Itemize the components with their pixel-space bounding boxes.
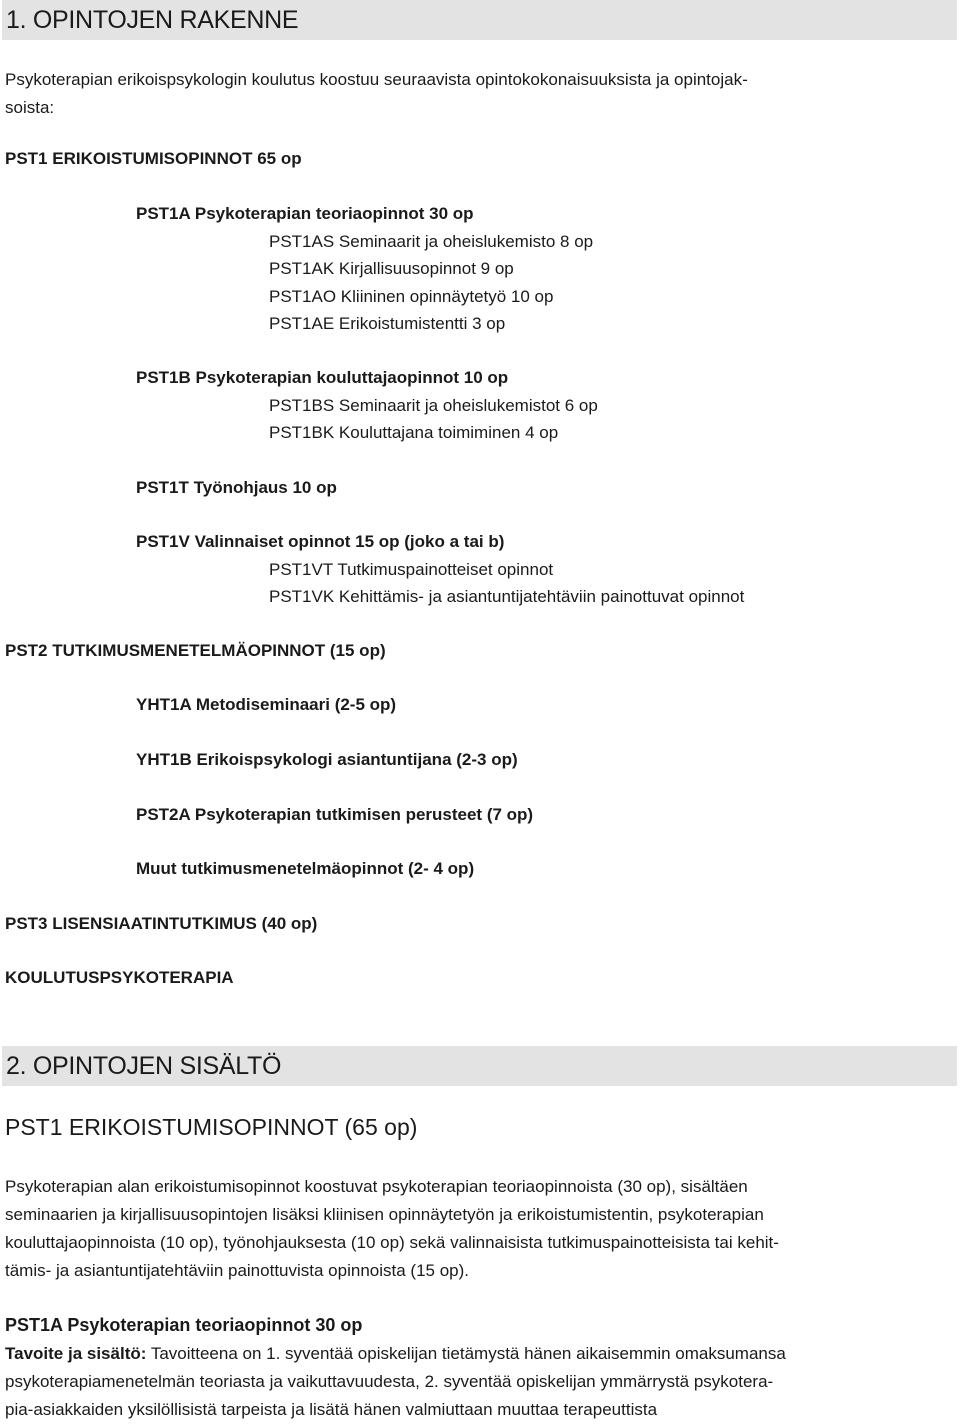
pst1v-heading: PST1V Valinnaiset opinnot 15 op (joko a tai b): [136, 532, 505, 551]
pst1-heading: PST1 ERIKOISTUMISOPINNOT 65 op: [5, 149, 302, 168]
list-item: PST1BK Kouluttajana toimiminen 4 op: [269, 423, 559, 442]
pst1t-heading: PST1T Työnohjaus 10 op: [136, 478, 337, 497]
list-item: PST1BS Seminaarit ja oheislukemistot 6 op: [269, 396, 598, 415]
pst1a-heading: PST1A Psykoterapian teoriaopinnot 30 op: [136, 204, 474, 223]
pst1a-content-heading: PST1A Psykoterapian teoriaopinnot 30 op: [5, 1315, 363, 1335]
paragraph-line: tämis- ja asiantuntijatehtäviin painottuvista opinnoista (15 op).: [5, 1261, 469, 1280]
paragraph-line: kouluttajaopinnoista (10 op), työnohjauksesta (10 op) sekä valinnaisista tutkimuspainotteisista tai kehit-: [5, 1233, 779, 1252]
section-title-structure: 1. OPINTOJEN RAKENNE: [2, 0, 957, 40]
pst1b-heading: PST1B Psykoterapian kouluttajaopinnot 10 op: [136, 368, 509, 387]
paragraph-line: [5, 1340, 945, 1368]
list-item: YHT1A Metodiseminaari (2-5 op): [136, 695, 397, 714]
intro-line: Psykoterapian erikoispsykologin koulutus koostuu seuraavista opintokokonaisuuksista ja opintojak-: [5, 70, 748, 89]
tavoite-label: Tavoite ja sisältö:: [5, 1344, 147, 1363]
koulutuspsykoterapia-heading: KOULUTUSPSYKOTERAPIA: [5, 968, 234, 987]
section-title-content: 2. OPINTOJEN SISÄLTÖ: [2, 1046, 957, 1086]
intro-line: soista:: [5, 98, 55, 117]
list-item: Muut tutkimusmenetelmäopinnot (2- 4 op): [136, 859, 475, 878]
paragraph-line: Psykoterapian alan erikoistumisopinnot koostuvat psykoterapian teoriaopinnoista (30 op), sisältäen: [5, 1177, 748, 1196]
tavoite-paragraph: [5, 1340, 945, 1424]
list-item: PST1AK Kirjallisuusopinnot 9 op: [269, 259, 514, 278]
pst1-content-heading: PST1 ERIKOISTUMISOPINNOT (65 op): [5, 1114, 418, 1140]
list-item: PST1VK Kehittämis- ja asiantuntijatehtäviin painottuvat opinnot: [269, 587, 745, 606]
pst2-heading: PST2 TUTKIMUSMENETELMÄOPINNOT (15 op): [5, 641, 386, 660]
paragraph-line: psykoterapiamenetelmän teoriasta ja vaikuttavuudesta, 2. syventää opiskelijan ymmärrystä psykotera-: [5, 1372, 774, 1391]
paragraph-line: seminaarien ja kirjallisuusopintojen lisäksi kliinisen opinnäytetyön ja erikoistumistentin, psykoterapian: [5, 1205, 764, 1224]
list-item: YHT1B Erikoispsykologi asiantuntijana (2-3 op): [136, 750, 518, 769]
list-item: PST1AO Kliininen opinnäytetyö 10 op: [269, 287, 554, 306]
paragraph-line: pia-asiakkaiden yksilöllisistä tarpeista ja lisätä hänen valmiuttaan muuttaa terapeuttista: [5, 1400, 658, 1419]
pst3-heading: PST3 LISENSIAATINTUTKIMUS (40 op): [5, 914, 318, 933]
tavoite-text: Tavoitteena on 1. syventää opiskelijan tietämystä hänen aikaisemmin omaksumansa: [146, 1344, 786, 1363]
pst1-paragraph: [5, 1173, 945, 1285]
list-item: PST1VT Tutkimuspainotteiset opinnot: [269, 560, 554, 579]
intro-paragraph: [5, 66, 945, 122]
list-item: PST1AE Erikoistumistentti 3 op: [269, 314, 506, 333]
list-item: PST2A Psykoterapian tutkimisen perusteet (7 op): [136, 805, 534, 824]
list-item: PST1AS Seminaarit ja oheislukemisto 8 op: [269, 232, 594, 251]
